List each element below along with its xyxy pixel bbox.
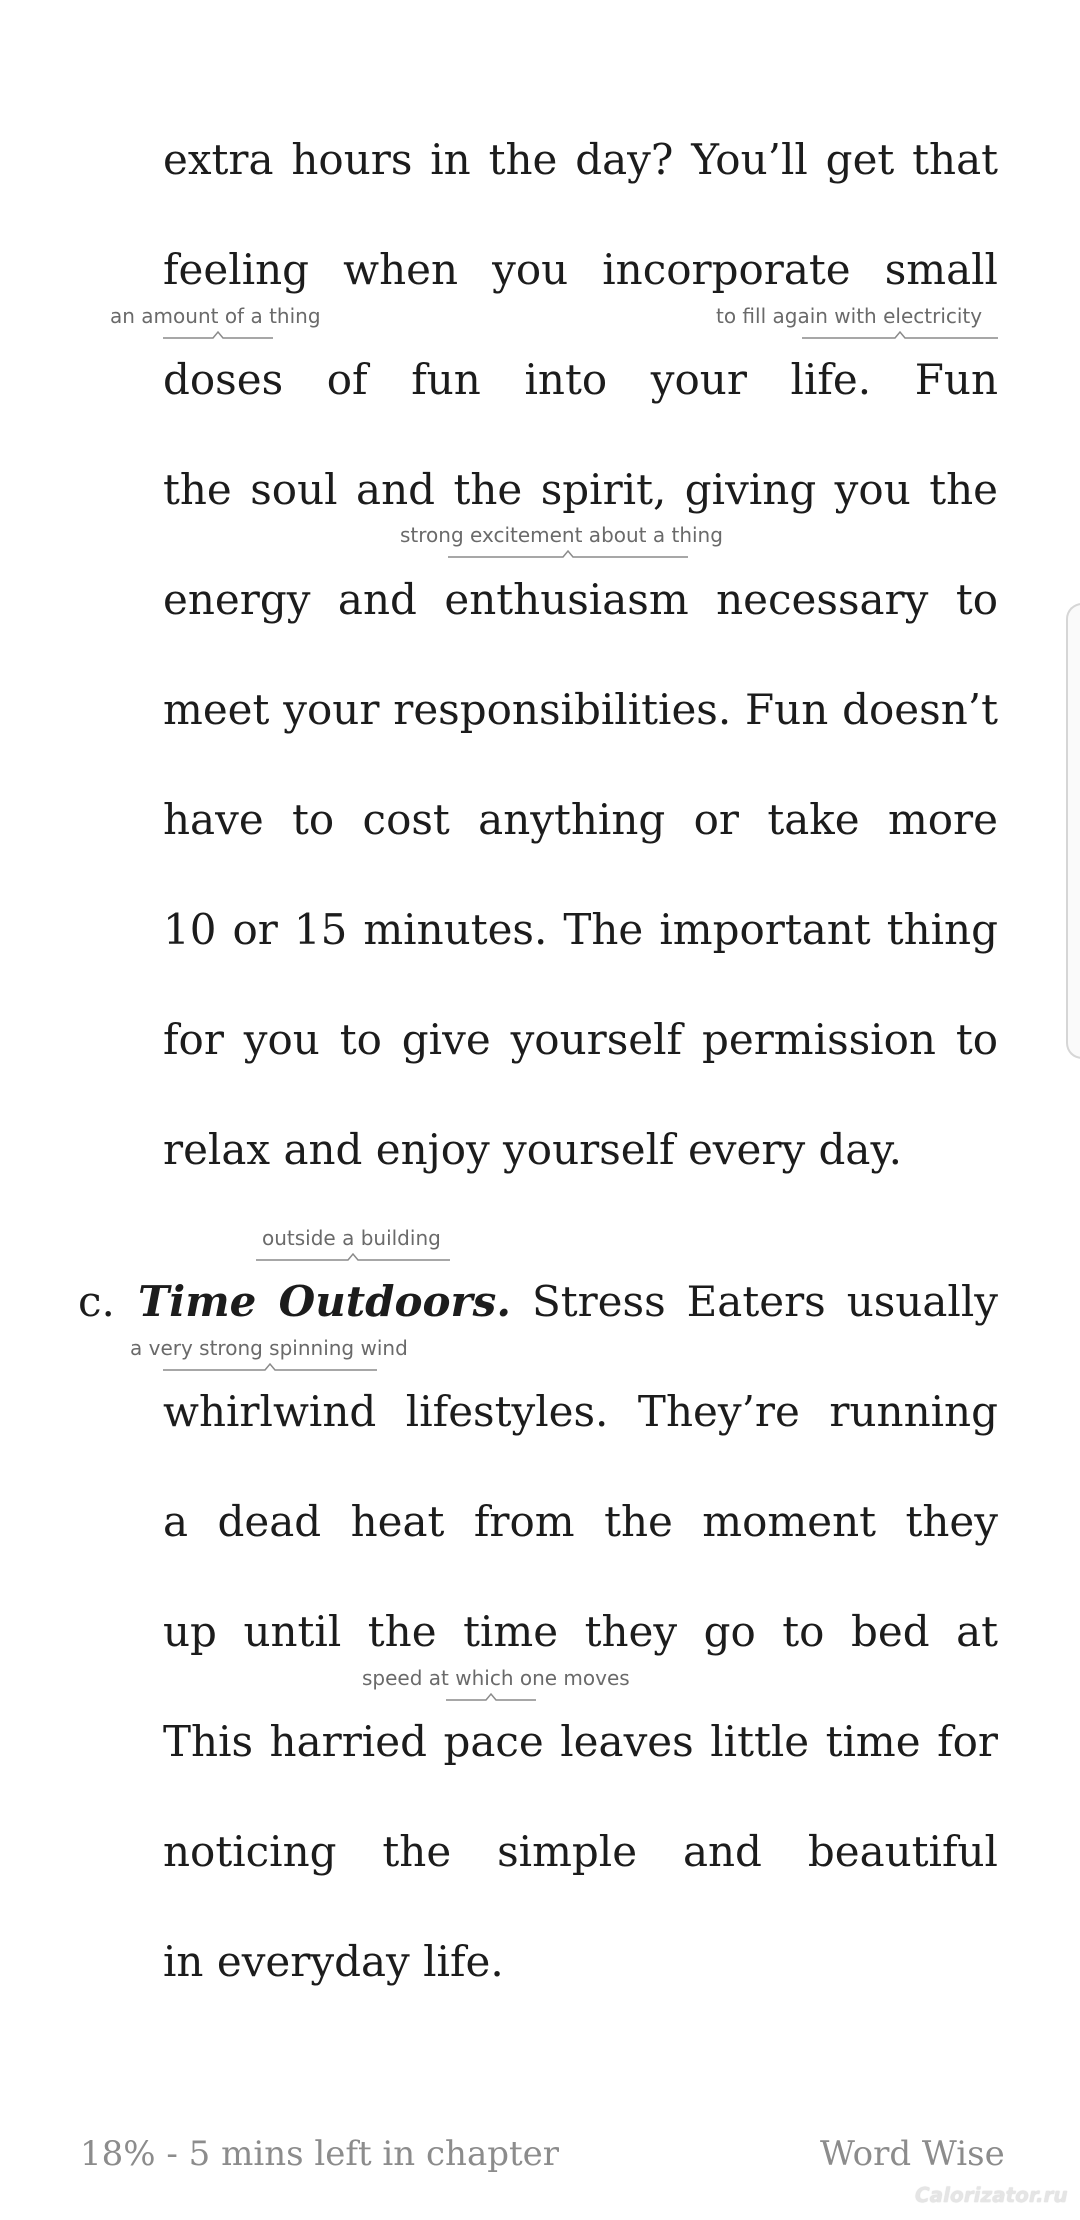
list-marker: c.: [78, 1277, 115, 1326]
hint-bracket-icon: [163, 330, 273, 340]
text-line: energy and enthusiasm necessary to: [163, 575, 998, 624]
hint-bracket-icon: [446, 1692, 536, 1702]
hint-bracket-icon: [163, 1362, 377, 1372]
text-line: a dead heat from the moment they: [163, 1497, 998, 1546]
text-line: noticing the simple and beautiful: [163, 1827, 998, 1876]
text-line: doses of fun into your life. Fun: [163, 355, 998, 404]
reading-progress[interactable]: 18% - 5 mins left in chapter: [80, 2134, 560, 2174]
watermark-logo: Calorizator.ru: [915, 2183, 1068, 2207]
text-line: have to cost anything or take more: [163, 795, 998, 844]
text-segment: Stress Eaters usually: [531, 1277, 998, 1326]
text-line: up until the time they go to bed at: [163, 1607, 998, 1656]
text-line: the soul and the spirit, giving you the: [163, 465, 998, 514]
text-line: This harried pace leaves little time for: [163, 1717, 998, 1766]
text-line: feeling when you incorporate small: [163, 245, 998, 294]
side-panel-handle[interactable]: [1066, 603, 1080, 1059]
text-line: in everyday life.: [163, 1937, 504, 1986]
section-title: Time Outdoors.: [138, 1277, 511, 1326]
word-wise-hint[interactable]: outside a building: [262, 1226, 441, 1250]
text-line: whirlwind lifestyles. They’re running: [163, 1387, 998, 1436]
word-wise-button[interactable]: Word Wise: [820, 2134, 1005, 2174]
text-line: for you to give yourself permission to: [163, 1015, 998, 1064]
section-heading-line: [138, 1272, 998, 1332]
word-wise-hint[interactable]: speed at which one moves: [362, 1666, 630, 1690]
hint-bracket-icon: [802, 330, 998, 340]
text-line: extra hours in the day? You’ll get that: [163, 135, 998, 184]
text-line: meet your responsibilities. Fun doesn’t: [163, 685, 998, 734]
word-wise-hint[interactable]: an amount of a thing: [110, 304, 321, 328]
text-line: relax and enjoy yourself every day.: [163, 1125, 902, 1174]
word-wise-hint[interactable]: strong excitement about a thing: [400, 523, 723, 547]
word-wise-hint[interactable]: to fill again with electricity: [716, 304, 983, 328]
hint-bracket-icon: [256, 1252, 450, 1262]
word-wise-hint[interactable]: a very strong spinning wind: [130, 1336, 408, 1360]
text-line: 10 or 15 minutes. The important thing: [163, 905, 998, 954]
hint-bracket-icon: [448, 549, 688, 559]
